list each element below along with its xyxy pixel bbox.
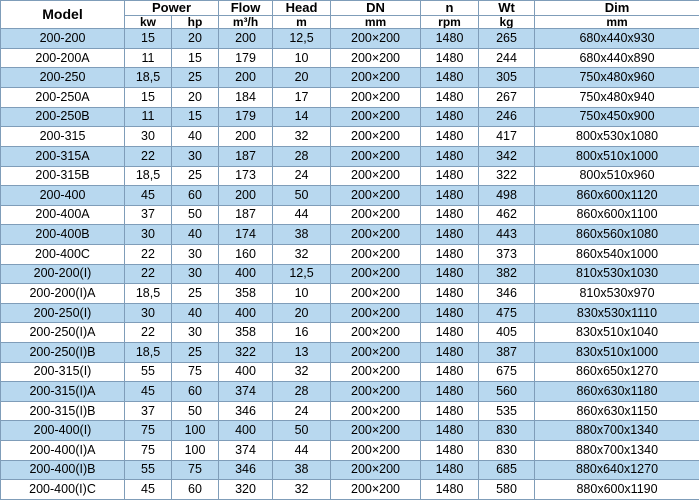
cell-head: 12,5 — [273, 29, 331, 49]
unit-header-kw: kw — [125, 15, 172, 29]
cell-dimensions: 880x640x1270 — [535, 460, 699, 480]
table-row — [1, 480, 699, 500]
cell-dn: 200×200 — [331, 107, 421, 127]
cell-weight: 265 — [479, 29, 535, 49]
column-header-power: Power — [125, 1, 219, 16]
cell-weight: 580 — [479, 480, 535, 500]
cell-speed: 1480 — [421, 264, 479, 284]
unit-header-head: m — [273, 15, 331, 29]
cell-power-hp: 20 — [172, 88, 219, 108]
cell-weight: 675 — [479, 362, 535, 382]
cell-model: 200-400(I)A — [1, 441, 125, 461]
cell-weight: 346 — [479, 284, 535, 304]
cell-speed: 1480 — [421, 284, 479, 304]
cell-dimensions: 860x540x1000 — [535, 244, 699, 264]
cell-power-kw: 37 — [125, 205, 172, 225]
column-header-model: Model — [1, 1, 125, 29]
table-row — [1, 460, 699, 480]
cell-dimensions: 860x630x1150 — [535, 401, 699, 421]
cell-power-kw: 55 — [125, 362, 172, 382]
cell-dimensions: 860x630x1180 — [535, 382, 699, 402]
cell-weight: 830 — [479, 421, 535, 441]
cell-flow: 400 — [219, 303, 273, 323]
table-row — [1, 421, 699, 441]
table-row — [1, 166, 699, 186]
cell-head: 44 — [273, 441, 331, 461]
cell-head: 44 — [273, 205, 331, 225]
cell-power-kw: 18,5 — [125, 68, 172, 88]
cell-model: 200-315A — [1, 146, 125, 166]
cell-model: 200-400C — [1, 244, 125, 264]
cell-weight: 305 — [479, 68, 535, 88]
cell-power-hp: 75 — [172, 362, 219, 382]
cell-head: 14 — [273, 107, 331, 127]
cell-weight: 443 — [479, 225, 535, 245]
cell-dimensions: 830x530x1110 — [535, 303, 699, 323]
unit-header-dn: mm — [331, 15, 421, 29]
cell-model: 200-250(I) — [1, 303, 125, 323]
cell-dimensions: 810x530x970 — [535, 284, 699, 304]
cell-flow: 200 — [219, 68, 273, 88]
table-row — [1, 205, 699, 225]
cell-model: 200-400B — [1, 225, 125, 245]
cell-dimensions: 860x650x1270 — [535, 362, 699, 382]
cell-power-kw: 45 — [125, 186, 172, 206]
cell-dn: 200×200 — [331, 225, 421, 245]
cell-power-hp: 15 — [172, 48, 219, 68]
cell-flow: 400 — [219, 362, 273, 382]
cell-power-kw: 30 — [125, 127, 172, 147]
table-row — [1, 362, 699, 382]
cell-power-hp: 100 — [172, 421, 219, 441]
column-header-wt: Wt — [479, 1, 535, 16]
cell-power-hp: 60 — [172, 186, 219, 206]
cell-model: 200-250A — [1, 88, 125, 108]
cell-speed: 1480 — [421, 401, 479, 421]
cell-power-hp: 60 — [172, 480, 219, 500]
cell-power-kw: 22 — [125, 323, 172, 343]
cell-speed: 1480 — [421, 342, 479, 362]
cell-model: 200-250 — [1, 68, 125, 88]
table-row — [1, 146, 699, 166]
cell-dn: 200×200 — [331, 146, 421, 166]
cell-dn: 200×200 — [331, 323, 421, 343]
cell-power-kw: 11 — [125, 107, 172, 127]
cell-dn: 200×200 — [331, 284, 421, 304]
cell-dimensions: 810x530x1030 — [535, 264, 699, 284]
cell-power-kw: 30 — [125, 225, 172, 245]
cell-power-hp: 30 — [172, 264, 219, 284]
cell-model: 200-400(I)B — [1, 460, 125, 480]
cell-weight: 830 — [479, 441, 535, 461]
table-row — [1, 303, 699, 323]
cell-model: 200-250(I)B — [1, 342, 125, 362]
cell-dimensions: 860x600x1100 — [535, 205, 699, 225]
table-row — [1, 441, 699, 461]
cell-model: 200-315(I) — [1, 362, 125, 382]
table-row — [1, 186, 699, 206]
table-row — [1, 68, 699, 88]
cell-weight: 685 — [479, 460, 535, 480]
cell-power-hp: 100 — [172, 441, 219, 461]
cell-power-kw: 15 — [125, 29, 172, 49]
cell-dimensions: 860x560x1080 — [535, 225, 699, 245]
table-header — [1, 1, 699, 29]
cell-power-kw: 45 — [125, 480, 172, 500]
cell-flow: 173 — [219, 166, 273, 186]
cell-power-hp: 30 — [172, 323, 219, 343]
column-header-dim: Dim — [535, 1, 699, 16]
cell-speed: 1480 — [421, 205, 479, 225]
cell-head: 20 — [273, 303, 331, 323]
cell-flow: 346 — [219, 401, 273, 421]
cell-dimensions: 750x480x960 — [535, 68, 699, 88]
cell-speed: 1480 — [421, 303, 479, 323]
column-header-flow: Flow — [219, 1, 273, 16]
cell-speed: 1480 — [421, 323, 479, 343]
column-header-head: Head — [273, 1, 331, 16]
cell-head: 28 — [273, 146, 331, 166]
cell-flow: 160 — [219, 244, 273, 264]
cell-dimensions: 880x700x1340 — [535, 441, 699, 461]
cell-model: 200-250(I)A — [1, 323, 125, 343]
cell-flow: 174 — [219, 225, 273, 245]
column-header-dn: DN — [331, 1, 421, 16]
cell-dimensions: 800x530x1080 — [535, 127, 699, 147]
cell-dn: 200×200 — [331, 421, 421, 441]
cell-speed: 1480 — [421, 29, 479, 49]
cell-dn: 200×200 — [331, 401, 421, 421]
cell-flow: 200 — [219, 127, 273, 147]
cell-power-kw: 18,5 — [125, 166, 172, 186]
cell-flow: 374 — [219, 441, 273, 461]
cell-head: 20 — [273, 68, 331, 88]
cell-power-kw: 75 — [125, 441, 172, 461]
cell-power-kw: 22 — [125, 244, 172, 264]
cell-dimensions: 860x600x1120 — [535, 186, 699, 206]
table-row — [1, 382, 699, 402]
cell-power-hp: 25 — [172, 68, 219, 88]
cell-head: 16 — [273, 323, 331, 343]
table-row — [1, 225, 699, 245]
cell-power-kw: 11 — [125, 48, 172, 68]
table-row — [1, 401, 699, 421]
cell-power-hp: 25 — [172, 342, 219, 362]
cell-flow: 358 — [219, 284, 273, 304]
cell-speed: 1480 — [421, 127, 479, 147]
cell-dn: 200×200 — [331, 244, 421, 264]
cell-flow: 374 — [219, 382, 273, 402]
table-row — [1, 342, 699, 362]
cell-dn: 200×200 — [331, 88, 421, 108]
cell-flow: 322 — [219, 342, 273, 362]
cell-head: 50 — [273, 186, 331, 206]
cell-flow: 320 — [219, 480, 273, 500]
cell-model: 200-400(I) — [1, 421, 125, 441]
cell-dn: 200×200 — [331, 264, 421, 284]
header-row-group — [1, 1, 699, 16]
cell-model: 200-315B — [1, 166, 125, 186]
cell-speed: 1480 — [421, 244, 479, 264]
column-header-n: n — [421, 1, 479, 16]
cell-power-hp: 30 — [172, 244, 219, 264]
cell-model: 200-400 — [1, 186, 125, 206]
cell-dimensions: 680x440x890 — [535, 48, 699, 68]
cell-dn: 200×200 — [331, 29, 421, 49]
cell-weight: 382 — [479, 264, 535, 284]
cell-dn: 200×200 — [331, 205, 421, 225]
cell-weight: 462 — [479, 205, 535, 225]
table-row — [1, 284, 699, 304]
cell-dn: 200×200 — [331, 480, 421, 500]
unit-header-wt: kg — [479, 15, 535, 29]
cell-power-kw: 75 — [125, 421, 172, 441]
cell-flow: 346 — [219, 460, 273, 480]
cell-dimensions: 830x510x1040 — [535, 323, 699, 343]
table-row — [1, 88, 699, 108]
cell-dimensions: 800x510x960 — [535, 166, 699, 186]
cell-weight: 498 — [479, 186, 535, 206]
cell-speed: 1480 — [421, 460, 479, 480]
cell-dimensions: 830x510x1000 — [535, 342, 699, 362]
cell-weight: 560 — [479, 382, 535, 402]
cell-power-hp: 40 — [172, 303, 219, 323]
unit-header-dim: mm — [535, 15, 699, 29]
cell-dimensions: 880x600x1190 — [535, 480, 699, 500]
table-body — [1, 29, 699, 500]
cell-head: 10 — [273, 284, 331, 304]
cell-head: 32 — [273, 244, 331, 264]
cell-head: 28 — [273, 382, 331, 402]
cell-power-kw: 55 — [125, 460, 172, 480]
cell-dimensions: 750x480x940 — [535, 88, 699, 108]
cell-weight: 475 — [479, 303, 535, 323]
cell-flow: 179 — [219, 107, 273, 127]
cell-power-hp: 20 — [172, 29, 219, 49]
cell-speed: 1480 — [421, 48, 479, 68]
cell-dn: 200×200 — [331, 68, 421, 88]
cell-dn: 200×200 — [331, 342, 421, 362]
cell-flow: 200 — [219, 29, 273, 49]
cell-dn: 200×200 — [331, 441, 421, 461]
cell-head: 17 — [273, 88, 331, 108]
cell-power-hp: 25 — [172, 166, 219, 186]
cell-head: 38 — [273, 225, 331, 245]
cell-model: 200-400A — [1, 205, 125, 225]
cell-power-kw: 30 — [125, 303, 172, 323]
table-row — [1, 48, 699, 68]
cell-power-kw: 22 — [125, 146, 172, 166]
cell-power-kw: 45 — [125, 382, 172, 402]
table-row — [1, 323, 699, 343]
cell-power-hp: 40 — [172, 225, 219, 245]
cell-flow: 184 — [219, 88, 273, 108]
cell-dn: 200×200 — [331, 127, 421, 147]
cell-weight: 373 — [479, 244, 535, 264]
cell-dimensions: 880x700x1340 — [535, 421, 699, 441]
cell-head: 24 — [273, 401, 331, 421]
unit-header-flow: m³/h — [219, 15, 273, 29]
table-row — [1, 244, 699, 264]
cell-weight: 246 — [479, 107, 535, 127]
cell-power-kw: 18,5 — [125, 342, 172, 362]
cell-speed: 1480 — [421, 186, 479, 206]
table-row — [1, 107, 699, 127]
cell-weight: 405 — [479, 323, 535, 343]
cell-dn: 200×200 — [331, 303, 421, 323]
cell-weight: 387 — [479, 342, 535, 362]
cell-speed: 1480 — [421, 480, 479, 500]
cell-weight: 267 — [479, 88, 535, 108]
cell-dimensions: 750x450x900 — [535, 107, 699, 127]
cell-head: 24 — [273, 166, 331, 186]
cell-model: 200-315(I)A — [1, 382, 125, 402]
cell-head: 13 — [273, 342, 331, 362]
cell-power-kw: 22 — [125, 264, 172, 284]
cell-model: 200-200(I)A — [1, 284, 125, 304]
cell-weight: 342 — [479, 146, 535, 166]
cell-flow: 358 — [219, 323, 273, 343]
cell-dn: 200×200 — [331, 362, 421, 382]
cell-power-hp: 60 — [172, 382, 219, 402]
cell-head: 10 — [273, 48, 331, 68]
cell-flow: 200 — [219, 186, 273, 206]
cell-speed: 1480 — [421, 166, 479, 186]
cell-model: 200-200 — [1, 29, 125, 49]
cell-dn: 200×200 — [331, 460, 421, 480]
unit-header-hp: hp — [172, 15, 219, 29]
cell-head: 50 — [273, 421, 331, 441]
cell-weight: 322 — [479, 166, 535, 186]
cell-model: 200-400(I)C — [1, 480, 125, 500]
cell-power-hp: 40 — [172, 127, 219, 147]
cell-dn: 200×200 — [331, 186, 421, 206]
cell-head: 38 — [273, 460, 331, 480]
cell-dimensions: 680x440x930 — [535, 29, 699, 49]
cell-flow: 400 — [219, 264, 273, 284]
cell-speed: 1480 — [421, 421, 479, 441]
cell-weight: 417 — [479, 127, 535, 147]
cell-flow: 187 — [219, 146, 273, 166]
cell-model: 200-250B — [1, 107, 125, 127]
cell-speed: 1480 — [421, 107, 479, 127]
cell-power-hp: 50 — [172, 205, 219, 225]
cell-head: 32 — [273, 362, 331, 382]
cell-model: 200-315(I)B — [1, 401, 125, 421]
cell-head: 32 — [273, 127, 331, 147]
cell-head: 32 — [273, 480, 331, 500]
cell-head: 12,5 — [273, 264, 331, 284]
cell-power-hp: 15 — [172, 107, 219, 127]
cell-dn: 200×200 — [331, 166, 421, 186]
cell-speed: 1480 — [421, 88, 479, 108]
cell-flow: 187 — [219, 205, 273, 225]
cell-weight: 535 — [479, 401, 535, 421]
table-row — [1, 29, 699, 49]
cell-speed: 1480 — [421, 146, 479, 166]
cell-weight: 244 — [479, 48, 535, 68]
table-row — [1, 127, 699, 147]
cell-speed: 1480 — [421, 441, 479, 461]
cell-power-kw: 15 — [125, 88, 172, 108]
cell-speed: 1480 — [421, 362, 479, 382]
cell-flow: 179 — [219, 48, 273, 68]
cell-speed: 1480 — [421, 225, 479, 245]
cell-flow: 400 — [219, 421, 273, 441]
cell-power-hp: 50 — [172, 401, 219, 421]
cell-power-hp: 30 — [172, 146, 219, 166]
unit-header-n: rpm — [421, 15, 479, 29]
cell-dn: 200×200 — [331, 48, 421, 68]
cell-model: 200-315 — [1, 127, 125, 147]
cell-power-hp: 25 — [172, 284, 219, 304]
cell-power-kw: 18,5 — [125, 284, 172, 304]
cell-power-hp: 75 — [172, 460, 219, 480]
cell-speed: 1480 — [421, 68, 479, 88]
table-row — [1, 264, 699, 284]
cell-model: 200-200A — [1, 48, 125, 68]
cell-speed: 1480 — [421, 382, 479, 402]
cell-dimensions: 800x510x1000 — [535, 146, 699, 166]
cell-model: 200-200(I) — [1, 264, 125, 284]
cell-power-kw: 37 — [125, 401, 172, 421]
cell-dn: 200×200 — [331, 382, 421, 402]
